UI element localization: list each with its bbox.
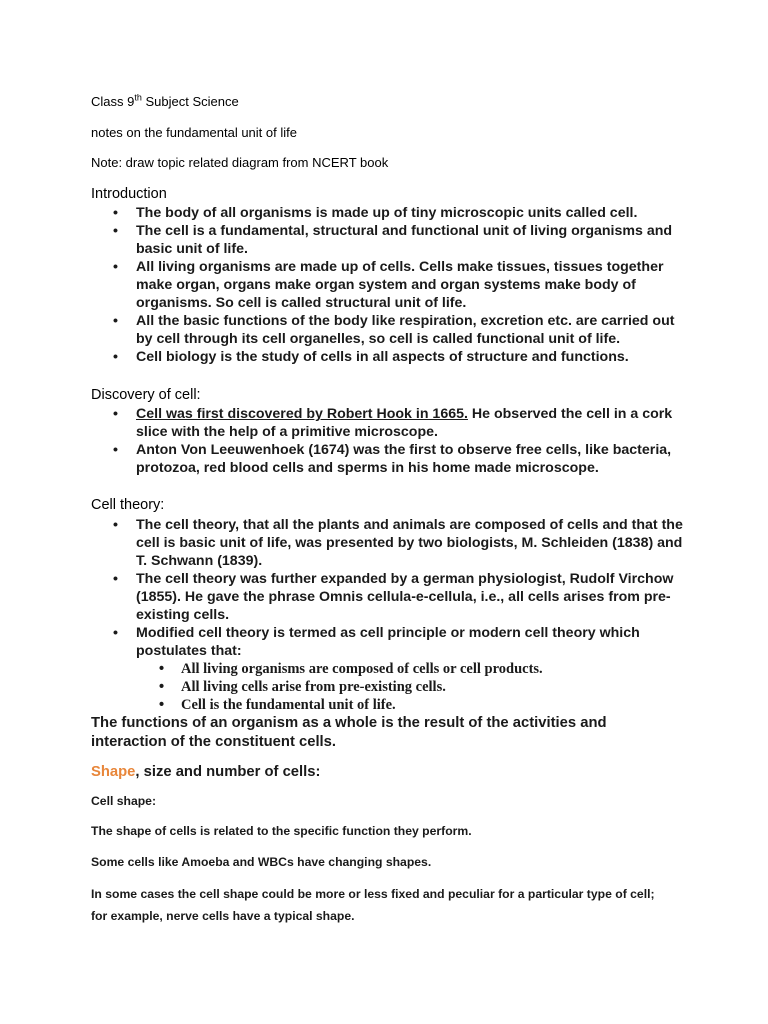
discovery-heading: Discovery of cell: xyxy=(91,387,201,403)
cell-theory-list xyxy=(113,516,683,660)
list-item: • The body of all organisms is made up of tiny microscopic units called cell. xyxy=(113,204,683,222)
underlined-fact: Cell was first discovered by Robert Hook in 1665. xyxy=(136,406,468,422)
shape-heading-rest: , size and number of cells: xyxy=(135,764,321,780)
note-line: Note: draw topic related diagram from NCERT book xyxy=(91,155,389,170)
introduction-heading: Introduction xyxy=(91,186,167,202)
class-subject-line xyxy=(91,94,239,109)
notes-title: notes on the fundamental unit of life xyxy=(91,125,297,140)
sub-list-item: • All living cells arise from pre-existing cells. xyxy=(159,678,679,696)
list-item: • The cell theory, that all the plants and animals are composed of cells and that the cell is basic unit of life, was presented by two biologists, M. Schleiden (1838) and T. Schwann (1839). xyxy=(113,516,683,570)
shape-size-heading xyxy=(91,764,320,780)
list-item: • Cell biology is the study of cells in all aspects of structure and functions. xyxy=(113,348,683,366)
list-item: • The cell theory was further expanded by a german physiologist, Rudolf Virchow (1855). He gave the phrase Omnis cellula-e-cellula, i.e., all cells arises from pre-existing cells. xyxy=(113,570,683,624)
cell-theory-sublist xyxy=(159,660,679,714)
shape-paragraph-2: Some cells like Amoeba and WBCs have changing shapes. xyxy=(91,855,432,869)
shape-paragraph-3: In some cases the cell shape could be more or less fixed and peculiar for a particular type of cell; for example, nerve cells have a typical shape. xyxy=(91,887,655,923)
shape-word: Shape xyxy=(91,764,136,780)
list-item xyxy=(113,405,683,441)
fact-continuation: He observed the cell in a cork slice with the help of a primitive microscope. xyxy=(136,406,673,440)
class-label: Class 9 xyxy=(91,94,135,109)
list-item: • The cell is a fundamental, structural and functional unit of living organisms and basic unit of life. xyxy=(113,222,683,258)
functions-paragraph: The functions of an organism as a whole is the result of the activities and interaction of the constituent cells. xyxy=(91,715,607,750)
list-item: • All the basic functions of the body like respiration, excretion etc. are carried out by cell through its cell organelles, so cell is called functional unit of life. xyxy=(113,312,683,348)
list-item: • Modified cell theory is termed as cell principle or modern cell theory which postulates that: xyxy=(113,624,683,660)
discovery-list xyxy=(113,405,683,477)
introduction-list xyxy=(113,204,683,366)
list-item: • Anton Von Leeuwenhoek (1674) was the first to observe free cells, like bacteria, protozoa, red blood cells and sperms in his home made microscope. xyxy=(113,441,683,477)
list-item: • All living organisms are made up of cells. Cells make tissues, tissues together make organ, organs make organ system and organ systems make body of organisms. So cell is called structural unit of life. xyxy=(113,258,683,312)
shape-paragraph-1: The shape of cells is related to the specific function they perform. xyxy=(91,824,472,838)
sub-list-item: • All living organisms are composed of cells or cell products. xyxy=(159,660,679,678)
cell-theory-heading: Cell theory: xyxy=(91,497,165,513)
cell-shape-label: Cell shape: xyxy=(91,794,157,808)
sub-list-item: • Cell is the fundamental unit of life. xyxy=(159,696,679,714)
subject-label: Subject Science xyxy=(141,94,239,109)
class-superscript: th xyxy=(134,92,142,103)
